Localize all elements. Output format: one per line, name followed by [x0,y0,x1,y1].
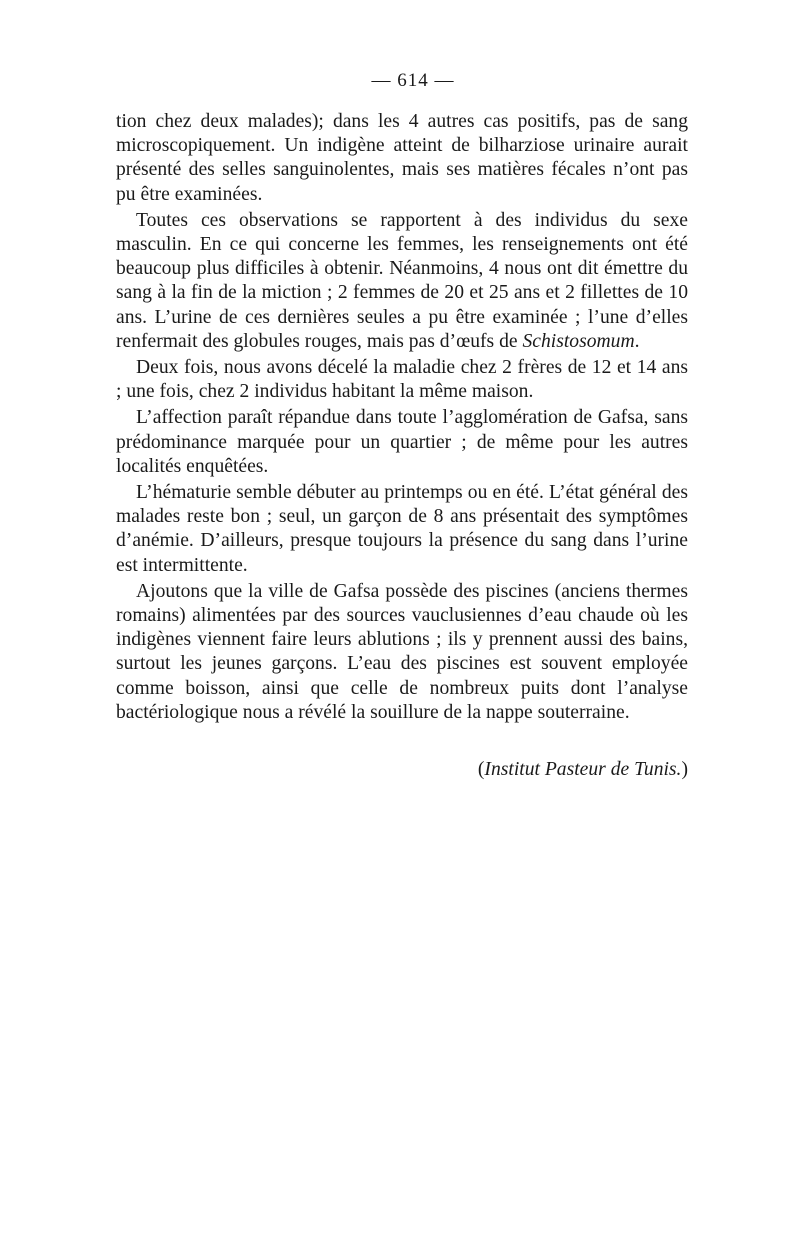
paragraph-5: L’hématurie semble débuter au printemps ou en été. L’état général des malades reste bon ; seul, un garçon de 8 ans présentait des symptômes d’anémie. D’ailleurs, presque toujours la présence du sang dans l’urine est intermittente. [116,482,688,576]
paragraph-4: L’affection paraît répandue dans toute l’agglomération de Gafsa, sans prédominance marquée pour un quartier ; de même pour les autres localités enquêtées. [116,407,688,477]
page-number: — 614 — [371,70,455,91]
paragraph-3: Deux fois, nous avons décelé la maladie chez 2 frères de 12 et 14 ans ; une fois, chez 2 individus habitant la même maison. [116,357,688,403]
signature [116,759,688,781]
signature-institute: Institut Pasteur de Tunis. [484,759,682,781]
paragraph-2-end: . [634,330,640,352]
paragraph-6: Ajoutons que la ville de Gafsa possède des piscines (anciens thermes romains) alimentées par des sources vauclusiennes d’eau chaude où les indigènes viennent faire leurs ablutions ; ils y prennent aussi des bains, surtout les jeunes garçons. L’eau des piscines est souvent employée comme boisson, ainsi que celle de nombreux puits dont l’analyse bactériologique nous a révélé la souillure de la nappe souterraine. [116,580,688,723]
signature-close-paren: ) [681,759,688,781]
body-text [116,110,688,725]
paragraph-1: tion chez deux malades); dans les 4 autres cas positifs, pas de sang microscopiquement. Un indigène atteint de bilharziose urinaire aurait présenté des selles sanguinolentes, mais ses matières fécales n’ont pas pu être examinées. [116,111,688,205]
book-page [116,70,688,781]
paragraph-2-text: Toutes ces observations se rapportent à des individus du sexe masculin. En ce qui concerne les femmes, les renseignements ont été beaucoup plus difficiles à obtenir. Néanmoins, 4 nous ont dit émettre du sang à la fin de la miction ; 2 femmes de 20 et 25 ans et 2 fillettes de 10 ans. L’urine de ces dernières seules a pu être examinée ; l’une d’elles renfermait des globules rouges, mais pas d’œufs de [116,209,688,352]
signature-open-paren: ( [477,759,485,781]
paragraph-2 [116,209,688,354]
species-name: Schistosomum [522,330,635,352]
